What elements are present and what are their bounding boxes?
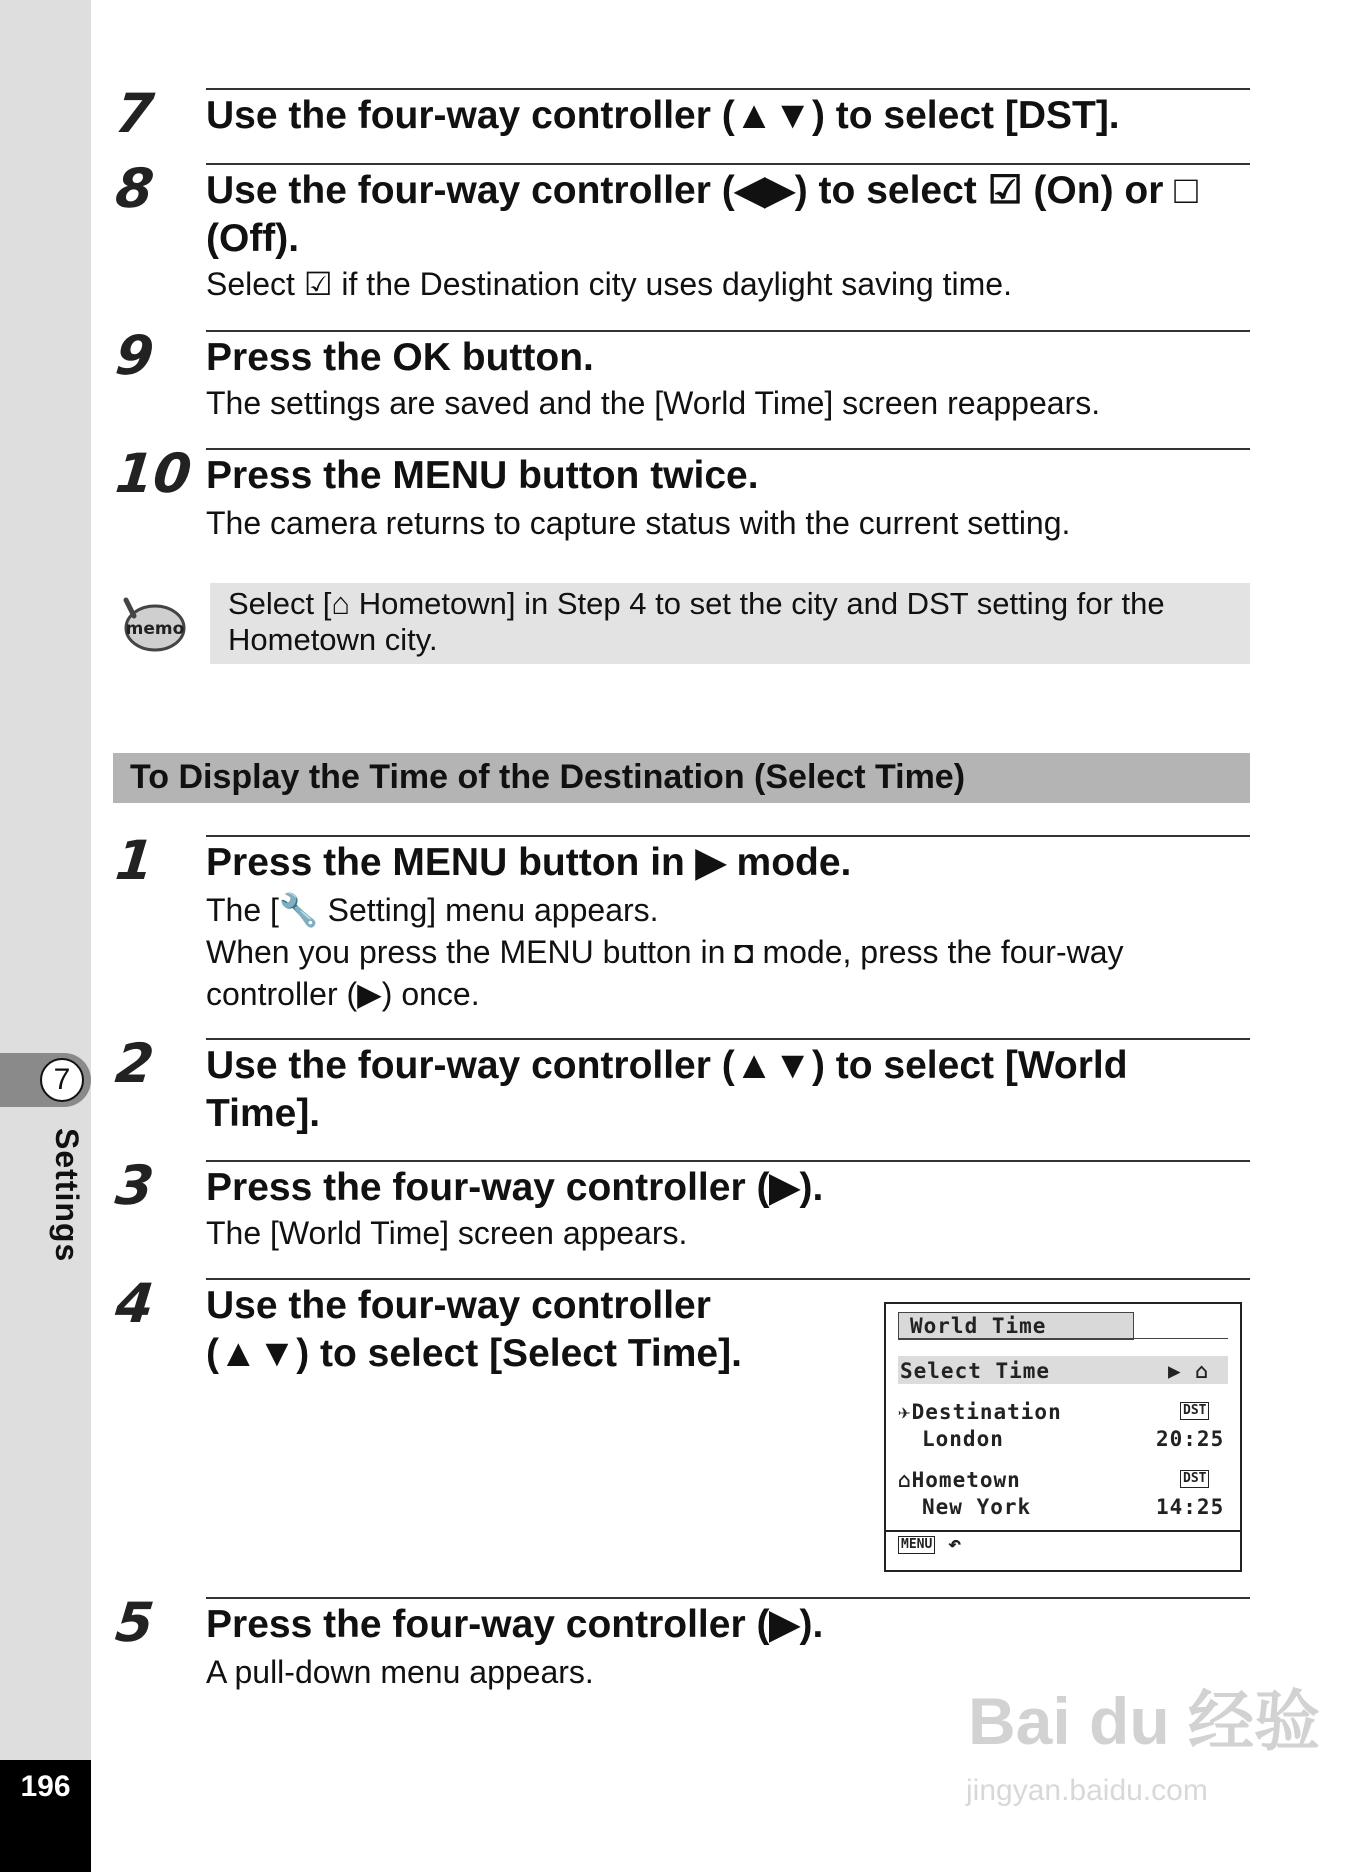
chapter-number: 7 [40, 1058, 84, 1102]
step-heading: Press the MENU button in ▶ mode. [206, 841, 852, 884]
hometown-dst-icon: DST [1180, 1470, 1209, 1488]
step-number: 4 [112, 1272, 157, 1335]
section-title: To Display the Time of the Destination (Select Time) [130, 758, 966, 796]
world-time-tab-label: World Time [910, 1314, 1047, 1338]
back-icon: ↶ [948, 1532, 963, 1557]
step-heading: Use the four-way controller (▲▼) to select [World Time]. [206, 1044, 1128, 1135]
hometown-label: ⌂Hometown [898, 1468, 1021, 1492]
step-number: 7 [112, 82, 157, 145]
step-heading: Press the four-way controller (▶). [206, 1166, 824, 1209]
step-number: 10 [112, 442, 195, 505]
step-number: 5 [112, 1591, 157, 1654]
page-number: 196 [20, 1770, 71, 1803]
baidu-watermark-url: jingyan.baidu.com [966, 1774, 1208, 1807]
step-number: 9 [112, 324, 157, 387]
step-heading: Use the four-way controller (◀▶) to select ☑ (On) or □ (Off). [206, 169, 1198, 260]
chapter-label: Settings [49, 1128, 85, 1263]
step-heading: Press the MENU button twice. [206, 454, 759, 497]
step-heading: Use the four-way controller (▲▼) to select [Select Time]. [206, 1284, 742, 1375]
step-body: The settings are saved and the [World Time] screen reappears. [206, 385, 1101, 421]
step-heading: Press the OK button. [206, 336, 594, 379]
step-body: A pull-down menu appears. [206, 1654, 594, 1690]
step-body: When you press the MENU button in ◘ mode, press the four-way controller (▶) once. [206, 934, 1124, 1012]
step-body: The camera returns to capture status with the current setting. [206, 505, 1071, 541]
destination-dst-icon: DST [1180, 1402, 1209, 1420]
menu-button-icon: MENU [898, 1536, 935, 1554]
hometown-time: 14:25 [1156, 1495, 1225, 1519]
select-time-value: ▶ ⌂ [1168, 1359, 1209, 1383]
baidu-watermark: Bai du 经验 [968, 1684, 1321, 1758]
step-body: Select ☑ if the Destination city uses daylight saving time. [206, 266, 1012, 302]
svg-text:memo: memo [125, 619, 185, 639]
hometown-city: New York [922, 1495, 1032, 1519]
step-body: The [World Time] screen appears. [206, 1215, 688, 1251]
chapter-sidebar [0, 0, 91, 1872]
step-number: 3 [112, 1154, 157, 1217]
destination-time: 20:25 [1156, 1427, 1225, 1451]
memo-text: Select [⌂ Hometown] in Step 4 to set the city and DST setting for the Hometown city. [228, 586, 1165, 657]
step-body: The [🔧 Setting] menu appears. [206, 892, 659, 928]
camera-screen [884, 1302, 1242, 1572]
destination-city: London [922, 1427, 1004, 1451]
destination-label: ✈Destination [898, 1400, 1062, 1424]
step-number: 8 [112, 157, 157, 220]
step-heading: Use the four-way controller (▲▼) to select [DST]. [206, 94, 1120, 137]
step-number: 2 [112, 1032, 157, 1095]
select-time-label: Select Time [900, 1359, 1051, 1383]
memo-icon [120, 596, 186, 654]
step-heading: Press the four-way controller (▶). [206, 1603, 824, 1646]
step-number: 1 [112, 829, 157, 892]
